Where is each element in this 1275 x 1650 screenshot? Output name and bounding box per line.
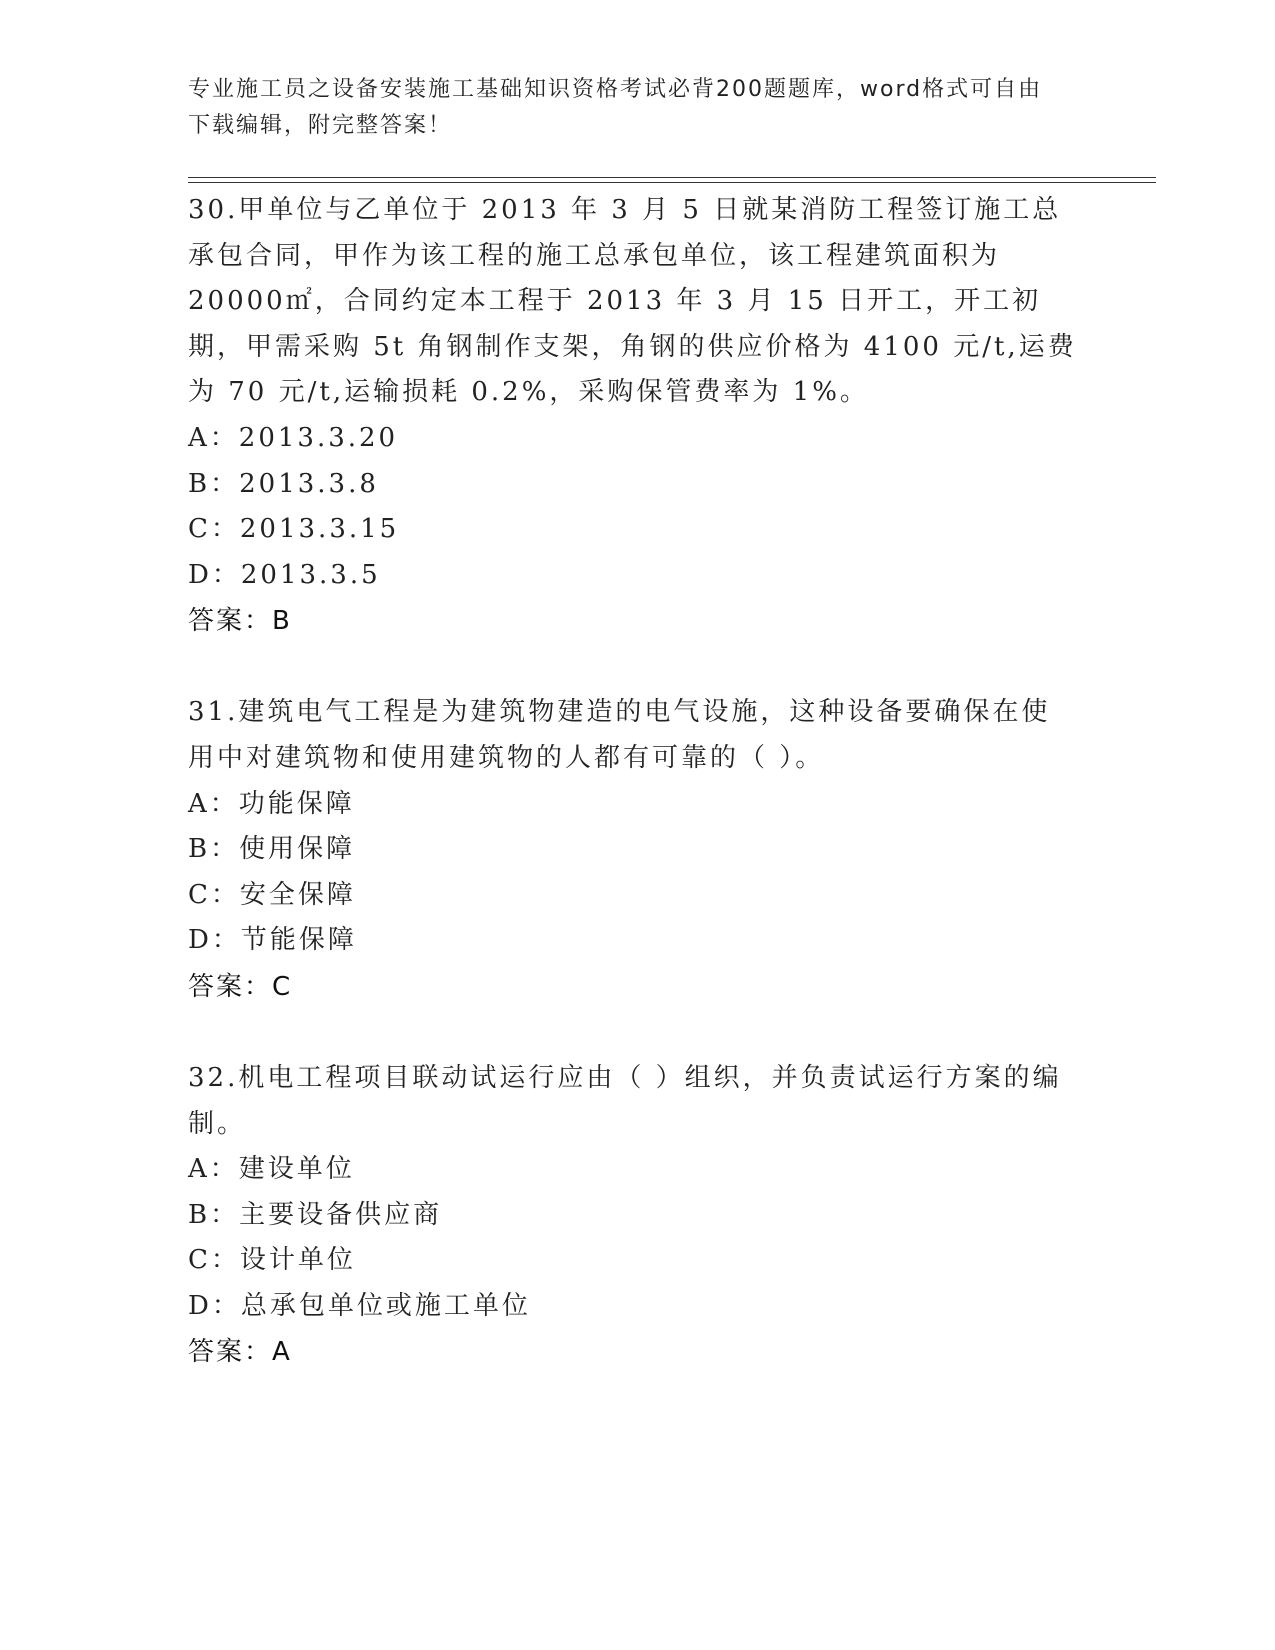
option-c: C：安全保障 bbox=[188, 879, 356, 910]
option-a: A：建设单位 bbox=[188, 1154, 355, 1185]
question-31 bbox=[188, 690, 1078, 1010]
question-32 bbox=[188, 1056, 1078, 1376]
question-stem: 30.甲单位与乙单位于 2013 年 3 月 5 日就某消防工程签订施工总承包合同，甲作为该工程的施工总承包单位，该工程建筑面积为 20000㎡，合同约定本工程于 2013 年 3 月 15 日开工，开工初期，甲需采购 5t 角钢制作支架，角钢的供应价格为 4100 元/t,运费为 70 元/t,运输损耗 0.2%，采购保管费率为 1%。 bbox=[188, 195, 1077, 408]
header-line-2: 下载编辑，附完整答案！ bbox=[188, 113, 453, 138]
option-c: C：设计单位 bbox=[188, 1245, 356, 1276]
option-a: A：2013.3.20 bbox=[188, 422, 399, 453]
option-d: D：节能保障 bbox=[188, 925, 357, 956]
option-b: B：2013.3.8 bbox=[188, 468, 379, 499]
answer-label: 答案：A bbox=[188, 1337, 292, 1368]
document-header bbox=[188, 72, 1088, 144]
answer-label: 答案：C bbox=[188, 971, 293, 1002]
question-30 bbox=[188, 188, 1078, 644]
option-c: C：2013.3.15 bbox=[188, 514, 400, 545]
option-d: D：2013.3.5 bbox=[188, 559, 381, 590]
question-stem: 32.机电工程项目联动试运行应由（ ）组织，并负责试运行方案的编制。 bbox=[188, 1062, 1062, 1139]
option-b: B：使用保障 bbox=[188, 834, 356, 865]
question-list bbox=[188, 188, 1078, 1421]
option-a: A：功能保障 bbox=[188, 788, 355, 819]
option-d: D：总承包单位或施工单位 bbox=[188, 1290, 531, 1321]
question-stem: 31.建筑电气工程是为建筑物建造的电气设施，这种设备要确保在使用中对建筑物和使用建筑物的人都有可靠的（ ）。 bbox=[188, 697, 1051, 773]
header-divider-bottom bbox=[188, 182, 1156, 183]
header-line-1: 专业施工员之设备安装施工基础知识资格考试必背200题题库，word格式可自由 bbox=[188, 77, 1043, 102]
option-b: B：主要设备供应商 bbox=[188, 1199, 443, 1230]
header-divider-top bbox=[188, 177, 1156, 178]
answer-label: 答案：B bbox=[188, 606, 292, 637]
